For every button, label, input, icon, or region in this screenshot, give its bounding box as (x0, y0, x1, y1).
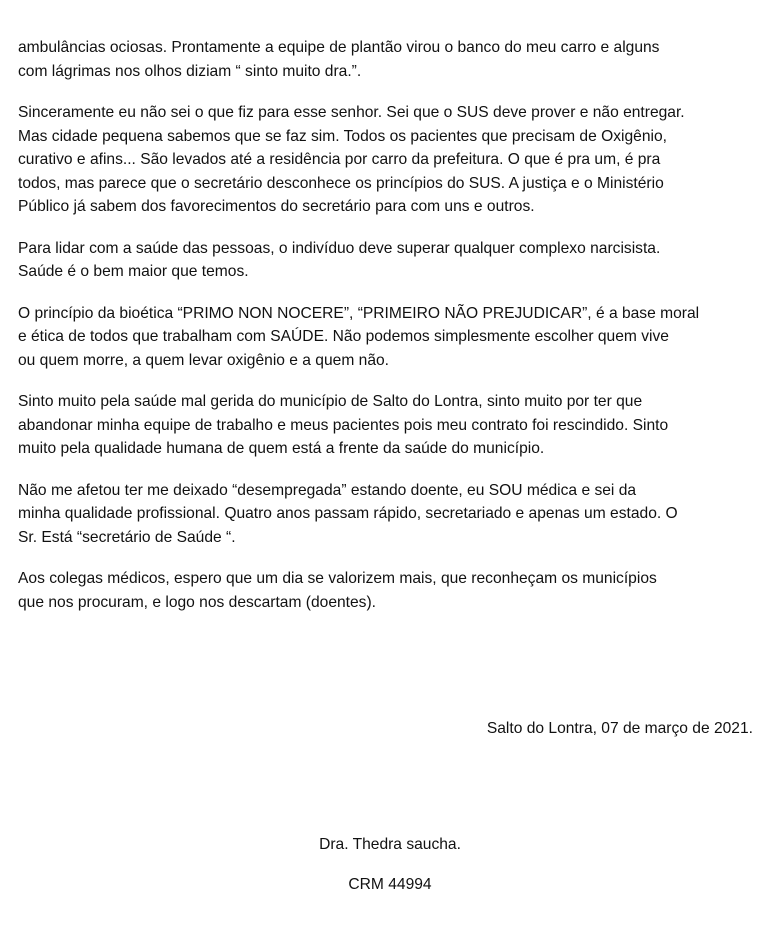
text-line: que nos procuram, e logo nos descartam (doentes). (18, 593, 376, 611)
text-line: minha qualidade profissional. Quatro anos passam rápido, secretariado e apenas um estado. O (18, 505, 678, 522)
text-line: Saúde é o bem maior que temos. (18, 263, 249, 280)
text-line: Aos colegas médicos, espero que um dia se valorizem mais, que reconheçam os municípios (18, 570, 657, 587)
text-line: Sr. Está “secretário de Saúde “. (18, 528, 236, 546)
text-line: ou quem morre, a quem levar oxigênio e a quem não. (18, 351, 389, 369)
paragraph (18, 390, 754, 461)
text-line: Sinto muito pela saúde mal gerida do município de Salto do Lontra, sinto muito por ter que (18, 393, 643, 410)
paragraph (18, 479, 754, 550)
letter-body (18, 36, 754, 632)
text-line: curativo e afins... São levados até a residência por carro da prefeitura. O que é pra um, é pra (18, 151, 661, 168)
paragraph (18, 101, 754, 219)
text-line: Para lidar com a saúde das pessoas, o indivíduo deve superar qualquer complexo narcisista. (18, 239, 661, 257)
signature-crm: CRM 44994 (348, 876, 432, 893)
text-line: muito pela qualidade humana de quem está a frente da saúde do município. (18, 440, 545, 457)
text-line: O princípio da bioética “PRIMO NON NOCERE”, “PRIMEIRO NÃO PREJUDICAR”, é a base moral (18, 304, 700, 322)
text-line: abandonar minha equipe de trabalho e meus pacientes pois meu contrato foi rescindido. Sinto (18, 416, 669, 434)
paragraph (18, 36, 754, 83)
text-line: Sinceramente eu não sei o que fiz para esse senhor. Sei que o SUS deve prover e não entregar. (18, 104, 685, 121)
text-line: Mas cidade pequena sabemos que se faz sim. Todos os pacientes que precisam de Oxigênio, (18, 127, 667, 145)
signature-name: Dra. Thedra saucha. (319, 836, 461, 853)
text-line: Público já sabem dos favorecimentos do secretário para com uns e outros. (18, 198, 535, 215)
paragraph (18, 567, 754, 614)
text-line: ambulâncias ociosas. Prontamente a equipe de plantão virou o banco do meu carro e alguns (18, 39, 660, 56)
text-line: com lágrimas nos olhos diziam “ sinto muito dra.”. (18, 62, 362, 80)
text-line: e ética de todos que trabalham com SAÚDE. Não podemos simplesmente escolher quem vive (18, 328, 669, 345)
paragraph (18, 237, 754, 284)
paragraph (18, 302, 754, 373)
text-line: Não me afetou ter me deixado “desempregada” estando doente, eu SOU médica e sei da (18, 481, 637, 499)
text-line: todos, mas parece que o secretário desconhece os princípios do SUS. A justiça e o Ministério (18, 174, 664, 192)
place-and-date: Salto do Lontra, 07 de março de 2021. (486, 720, 753, 737)
